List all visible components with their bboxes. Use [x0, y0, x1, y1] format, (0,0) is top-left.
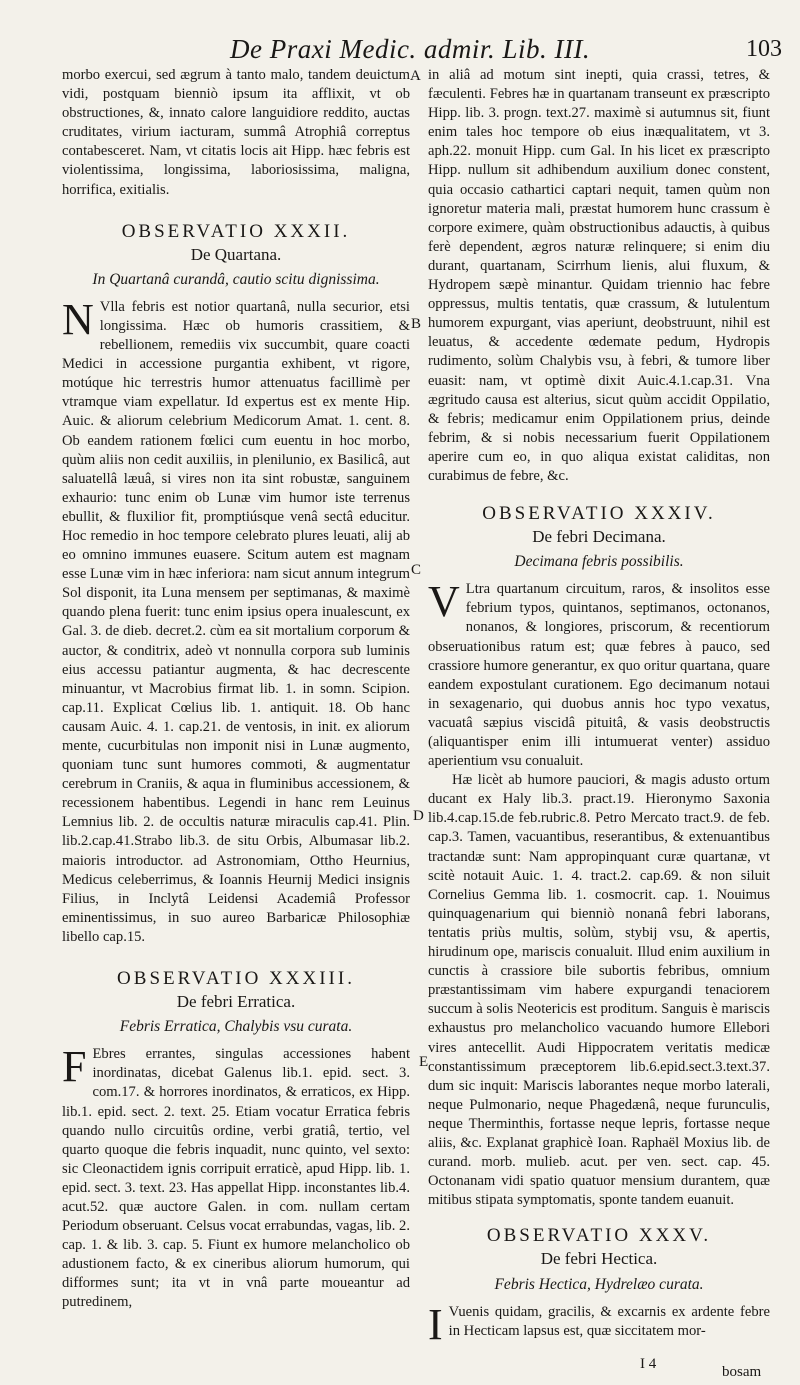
margin-letter-d: D	[413, 808, 424, 824]
margin-letter-c: C	[411, 562, 422, 578]
margin-letter-a: A	[410, 68, 421, 84]
observation-32-text: Vlla febris est notior quartanâ, nulla securior, etsi longissima. Hæc ob humoris crassitiem, & rebellionem, remediis vix succumbit, quare coacti Medici in accessione purgantia exhibent, vt rigore, motúque hic terrestris humor attenuatus facillimè per vtramque viam expellatur. Id expertus est ex mente Hip. Auic. & aliorum celebrium Medicorum Amat. 1. cent. 8. Ob eandem rationem fœlici cum euentu in hoc morbo, quùm aliis non cedit auxiliis, in plenilunio, ex Basilicâ, aut saluatellâ læuâ, si vires non ita sint robustæ, sanguinem exhaurio: tunc enim ob Lunæ vim humor iste terrenus ebullit, & fluxilior fit, promptiúsque venâ sectâ educitur. Hoc remedio in hoc tempore celebrato plures leuati, alij ab eo omnino immunes euasere. Scitum autem est magnam esse Lunæ vim in hæc inferiora: nam sicut annum integrum Sol disponit, ita Luna mensem per septimanas, & maximè quando plena fuerit: tunc enim ipsius opera inualescunt, ex Gal. 3. de dieb. decret.2. cùm ea sit mortalium corporum & auctor, & conditrix, adeò vt nonnulla corpora sub luminis eius accessu patiantur augmenta, & hac decrescente minuantur, vt Macrobius firmat lib. 1. in somn. Scipion. cap.11. Explicat Cœlius lib. 1. antiquit. 18. Ob hanc causam Auic. 4. 1. cap.21. de ventosis, in init. ex aliorum mente, cucurbitulas non imponit nisi in Lunæ augmento, quoniam tunc sunt humores commoti, & augmentatur cerebrum in Craniis, & aqua in fluminibus accessionem, & recessionem habentibus. Legendi in hanc rem Leuinus Lemnius lib. 2. de occultis naturæ miraculis cap.41. Plin. lib.2.cap.41.Strabo lib.3. de situ Orbis, Albumasar lib.2. maioris introductor. ad Astronomiam, Ottho Heurnius, Medicus celeberrimus, & Ioannis Heurnij Medici insignis Filius, in Inclytâ Leidensi Academiâ Professor eminentissimus, in suo aureo Barbaricæ Philosophiæ libello cap.15.	[62, 298, 410, 945]
observation-32-subtitle: De Quartana.	[190, 244, 282, 264]
observation-35-body	[428, 1299, 770, 1349]
observation-32-body	[62, 294, 410, 947]
observation-34-text-2: Hæ licèt ab humore pauciori, & magis adusto ortum ducant ex Haly lib.3. pract.19. Hieronymo Saxonia lib.4.cap.15.de feb.rubric.8. Petro Mercato tract.9. de feb. cap.3. Tamen, vacuantibus, reserantibus, & extenuantibus tractandæ sunt: Nam appropinquant curæ quartanæ, vt scitè notauit Auic. 1. 4. tract.2. cap.69. & non siluit Cornelius Gemma lib. 1. cosmocrit. cap. 1. Nouimus quinquagenarium qui bienniò nonanâ febri laborans, tentatis priùs multis, solùm, stybij vsu, & apertis, hirudinum ope, mariscis conualuit. Illud enim auxilium in cunctis à crassiore bile subortis febribus, omnium præstantissimam vim habere expurgandi tenaciorem succum à solis Neotericis est proditum. Sanguis è mariscis exhaustus pro melancholico vacuando humore Ellebori vires antecellit. Audi Hippocratem veritatis medicæ constantissimum præceptorem lib.6.epid.sect.3.text.37. dum sic inquit: Mariscis laborantes neque morbo laterali, neque Pulmonario, neque Phagedænâ, neque furunculis, neque Therminthis, fortasse neque lepris, fortasse neque aliis, &c. Explanat graphicè Ioan. Raphaël Moxius lib. de curand. morb. mulieb. acut. per ven. sect. cap. 45. Octonanam vidi spatio quatuor mensium durantem, quæ mitibus stipata symptomatis, sponte tandem euanuit.	[428, 772, 770, 1209]
observation-33-lemma: Febris Erratica, Chalybis vsu curata.	[119, 1018, 353, 1036]
observation-33-text: Ebres errantes, singulas accessiones habent inordinatas, dicebat Galenus lib.1. epid. sect. 3. com.17. & horrores inordinatos, & erraticos, ex Hipp. lib.1. epid. sect. 2. text. 25. Etiam vocatur Erratica febris quando nullo circuitûs ordine, verbi gratiâ, tertio, vel quarto quoque die febris inquadit, nunc quinto, vel sexto: sic Cleonactidem ignis corripuit erraticè, apud Hipp. lib. 1. epid. sect. 3. text. 23. Has appellat Hipp. inconstantes lib.4. acut.52. quæ auctore Galen. in com. nullam certam Periodum obseruant. Celsus vocat errabundas, vagas, lib. 2. cap. 1. & lib. 3. cap. 5. Fiunt ex humore melancholico ob adustionem facto, & ex cineribus aliorum humorum, qui difformes sunt; ita vt in vnâ parte moueantur ad putredinem,	[62, 1046, 410, 1311]
observation-33-body	[62, 1042, 410, 1312]
page-number: 103	[746, 36, 782, 62]
observation-35-title: OBSERVATIO XXXV.	[486, 1225, 712, 1247]
observation-33-title: OBSERVATIO XXXIII.	[117, 968, 355, 990]
margin-letter-e: E	[419, 1054, 429, 1070]
running-title: De Praxi Medic. admir. Lib. III.	[230, 34, 591, 64]
signature-mark: I 4	[640, 1356, 657, 1372]
observation-35-lemma: Febris Hectica, Hydrelæo curata.	[494, 1275, 704, 1293]
observation-34-subtitle: De febri Decimana.	[532, 527, 666, 547]
observation-33-subtitle: De febri Erratica.	[176, 992, 296, 1012]
left-opening-text: morbo exercui, sed ægrum à tanto malo, tandem deuictum vidi, postquam bienniò ipsum ita afflixit, vt ob obstructiones, &, innato calore languidiore reddito, auctas cruditates, virium iacturam, summâ Atrophiâ correptus contabesceret. Nam, vt citatis locis ait Hipp. hæc febris est violentissima, longissima, laboriosissima, maligna, horrifica, exitialis.	[62, 67, 410, 198]
dropcap-v: V	[428, 577, 460, 627]
observation-32-title: OBSERVATIO XXXII.	[121, 220, 351, 242]
dropcap-i: I	[428, 1299, 443, 1349]
left-column	[62, 66, 410, 1313]
dropcap-f: F	[62, 1042, 87, 1092]
observation-34-title: OBSERVATIO XXXIV.	[482, 503, 716, 525]
observation-34-lemma: Decimana febris possibilis.	[514, 553, 684, 571]
observation-35-subtitle: De febri Hectica.	[540, 1249, 658, 1269]
dropcap-n: N	[62, 294, 94, 344]
right-opening-text: in aliâ ad motum sint inepti, quia crassi, tetres, & fæculenti. Febres hæ in quartanam transeunt ex præscripto Hipp. lib. 3. progn. text.27. maximè si autumnus sit, fiunt enim tales hoc tempore ob eius inæqualitatem, vt 3. aph.22. monuit Hipp. cum Gal. In his licet ex præscripto Hipp. nullum sit adhibendum auxilium donec constent, quia occasio cathartici captari nequit, tamen quùm non ignoretur materia mali, præstat humorem hunc crassum è corpore eximere, quàm obstructionibus adauctis, à quibus ferè dependent, ægros naturæ relinquere; si enim diu durant, quartanam, Scirrhum lienis, alui fluxum, & Hydropem sæpè minantur. Quidam triennio hac febre oppressus, multis tentatis, quæ crassum, & lutulentum humorem expurgant, vias aperiunt, deobstruunt, nihil est leuatus, & accedente œdemate pedum, Hydropis rudimento, solùm Chalybis vsu, à febri, & tumore liber euasit: nam, vt optimè dixit Auic.4.1.cap.31. Vna ægritudo causa est alterius, sicut quùm accidit Oppilatio, & febris; medicamur enim Oppilationem prius, deinde febrim, & si nobis necessarium fuerit Oppilationem aperire cum eo, in quo aliqua existat caliditas, non curabimus de febre, &c.	[428, 67, 770, 484]
observation-34-body	[428, 577, 770, 771]
observation-32-lemma: In Quartanâ curandâ, cautio scitu dignissima.	[92, 270, 380, 288]
observation-34-text: Ltra quartanum circuitum, raros, & insolitos esse febrium typos, quintanos, septimanos, octonanos, nonanos, & longiores, priscorum, & recentiorum obseruationibus ratum est; quæ febres à pauco, sed crassiore humore generantur, ex quo oritur quartana, quare eandem expostulant curationem. Ego decimanum notaui in sexagenario, qui duobus annis hoc typo vexatus, vacuatâ sæpius viscidâ pituitâ, & vasis deobstructis (aliquantisper enim illi intumuerat venter) assiduo aperientium vsu conualuit.	[428, 581, 770, 770]
right-column	[428, 66, 770, 1349]
running-head	[0, 30, 800, 70]
catchword: bosam	[722, 1364, 762, 1380]
observation-35-text: Vuenis quidam, gracilis, & excarnis ex ardente febre in Hecticam lapsus est, quæ siccitatem mor-	[448, 1303, 770, 1339]
margin-letter-b: B	[411, 316, 422, 332]
